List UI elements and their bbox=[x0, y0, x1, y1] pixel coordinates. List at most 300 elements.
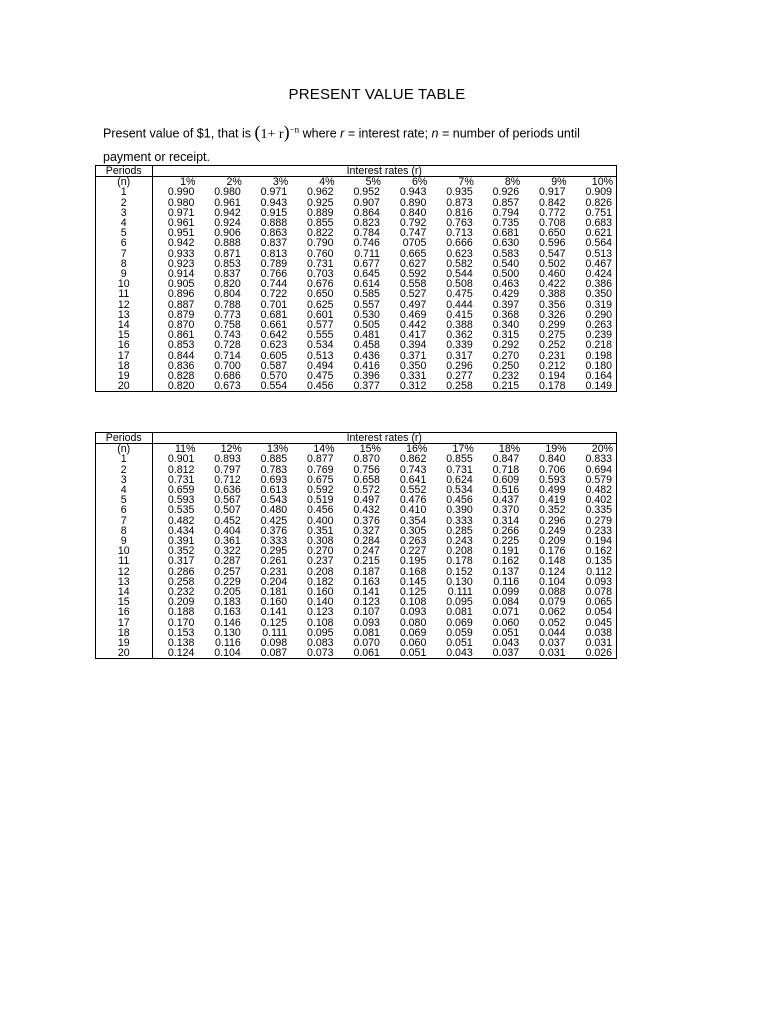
period-cell: 4 bbox=[96, 485, 152, 495]
value-cell: 0.061 bbox=[353, 647, 380, 660]
value-cell: 0.971 bbox=[260, 186, 288, 199]
value-cell: 0.093 bbox=[585, 575, 612, 588]
value-cell: 0.751 bbox=[585, 206, 612, 219]
value-cell: 0.577 bbox=[307, 319, 334, 332]
rate-header: 5% bbox=[365, 176, 381, 189]
value-cell: 0.141 bbox=[260, 606, 288, 619]
value-cell: 0.463 bbox=[492, 278, 520, 291]
value-cell: 0.038 bbox=[585, 626, 612, 639]
value-cell: 0.893 bbox=[214, 453, 241, 466]
value-cell: 0.400 bbox=[307, 514, 334, 527]
value-cell: 0.108 bbox=[307, 616, 334, 629]
value-cell: 0.456 bbox=[446, 494, 473, 507]
value-cell: 0.943 bbox=[260, 196, 288, 209]
value-cell: 0.836 bbox=[167, 359, 195, 372]
value-cell: 0.508 bbox=[446, 278, 473, 291]
value-cell: 0.123 bbox=[353, 596, 380, 609]
value-cell: 0.452 bbox=[214, 514, 241, 527]
value-cell: 0.051 bbox=[492, 626, 520, 639]
value-cell: 0.239 bbox=[585, 329, 612, 342]
value-cell: 0.231 bbox=[260, 565, 288, 578]
value-cell: 0.837 bbox=[214, 268, 241, 281]
value-cell: 0.432 bbox=[353, 504, 380, 517]
value-cell: 0.481 bbox=[353, 329, 380, 342]
value-cell: 0.962 bbox=[307, 186, 334, 199]
value-cell: 0.746 bbox=[353, 237, 380, 250]
value-cell: 0.099 bbox=[492, 586, 520, 599]
value-cell: 0.519 bbox=[307, 494, 334, 507]
period-cell: 14 bbox=[96, 320, 152, 330]
value-cell: 0.205 bbox=[214, 586, 241, 599]
value-cell: 0.163 bbox=[214, 606, 241, 619]
value-cell: 0.209 bbox=[167, 596, 195, 609]
value-cell: 0.659 bbox=[167, 484, 195, 497]
value-cell: 0.812 bbox=[167, 463, 195, 476]
value-cell: 0.212 bbox=[539, 359, 566, 372]
value-cell: 0.804 bbox=[214, 288, 241, 301]
value-cell: 0.116 bbox=[215, 637, 241, 650]
value-cell: 0.693 bbox=[260, 473, 288, 486]
period-cell: 15 bbox=[96, 330, 152, 340]
value-cell: 0.661 bbox=[260, 319, 288, 332]
value-cell: 0.475 bbox=[307, 370, 334, 383]
period-cell: 4 bbox=[96, 218, 152, 228]
value-cell: 0.593 bbox=[539, 473, 566, 486]
period-cell: 20 bbox=[96, 648, 152, 658]
period-cell: 13 bbox=[96, 310, 152, 320]
value-cell: 0.676 bbox=[307, 278, 334, 291]
value-cell: 0.773 bbox=[214, 308, 241, 321]
periods-header: Periods bbox=[96, 433, 152, 444]
value-cell: 0.037 bbox=[492, 647, 520, 660]
value-cell: 0.437 bbox=[492, 494, 520, 507]
interest-rates-header: Interest rates (r) bbox=[152, 433, 616, 444]
value-cell: 0.766 bbox=[260, 268, 288, 281]
value-cell: 0.198 bbox=[585, 349, 612, 362]
rate-header: 17% bbox=[452, 443, 474, 456]
value-cell: 0.582 bbox=[446, 257, 473, 270]
value-cell: 0.743 bbox=[399, 463, 427, 476]
value-cell: 0.296 bbox=[539, 514, 566, 527]
value-cell: 0.386 bbox=[585, 278, 612, 291]
value-cell: 0.923 bbox=[167, 257, 195, 270]
period-cell: 15 bbox=[96, 597, 152, 607]
value-cell: 0.352 bbox=[167, 545, 195, 558]
value-cell: 0.605 bbox=[260, 349, 288, 362]
value-cell: 0.558 bbox=[399, 278, 427, 291]
value-cell: 0.942 bbox=[214, 206, 241, 219]
value-cell: 0.480 bbox=[260, 504, 288, 517]
page-title: PRESENT VALUE TABLE bbox=[288, 86, 466, 103]
value-cell: 0.951 bbox=[167, 227, 195, 240]
value-cell: 0.308 bbox=[307, 535, 334, 548]
value-cell: 0.596 bbox=[539, 237, 566, 250]
value-cell: 0.368 bbox=[492, 308, 520, 321]
value-cell: 0.840 bbox=[539, 453, 566, 466]
intro-n-definition: = number of periods until payment or receipt. bbox=[103, 126, 580, 164]
value-cell: 0.209 bbox=[539, 535, 566, 548]
value-cell: 0.516 bbox=[492, 484, 520, 497]
value-cell: 0.333 bbox=[446, 514, 473, 527]
value-cell: 0.828 bbox=[167, 370, 195, 383]
value-cell: 0.279 bbox=[585, 514, 612, 527]
rate-header: 18% bbox=[498, 443, 521, 456]
period-cell: 2 bbox=[96, 198, 152, 208]
value-cell: 0.054 bbox=[585, 606, 612, 619]
value-cell: 0.666 bbox=[446, 237, 473, 250]
value-cell: 0.376 bbox=[353, 514, 380, 527]
value-cell: 0.482 bbox=[167, 514, 195, 527]
intro-r-definition: = interest rate; bbox=[347, 126, 429, 141]
value-cell: 0.062 bbox=[539, 606, 566, 619]
value-cell: 0.756 bbox=[353, 463, 380, 476]
rate-header: 10% bbox=[591, 176, 613, 189]
value-cell: 0.460 bbox=[539, 268, 566, 281]
value-cell: 0.286 bbox=[167, 565, 195, 578]
value-cell: 0.377 bbox=[353, 380, 380, 393]
value-cell: 0.980 bbox=[214, 186, 241, 199]
value-cell: 0.153 bbox=[167, 626, 195, 639]
value-cell: 0.194 bbox=[539, 370, 566, 383]
value-cell: 0.182 bbox=[307, 575, 334, 588]
value-cell: 0.505 bbox=[353, 319, 380, 332]
value-cell: 0.270 bbox=[492, 349, 520, 362]
value-cell: 0.864 bbox=[353, 206, 380, 219]
value-cell: 0.215 bbox=[492, 380, 520, 393]
value-cell: 0.087 bbox=[260, 647, 288, 660]
value-cell: 0.747 bbox=[399, 227, 427, 240]
value-cell: 0.071 bbox=[492, 606, 520, 619]
value-cell: 0.333 bbox=[260, 535, 288, 548]
value-cell: 0.915 bbox=[260, 206, 288, 219]
rate-header: 7% bbox=[458, 176, 474, 189]
value-cell: 0.444 bbox=[446, 298, 473, 311]
value-cell: 0.906 bbox=[214, 227, 241, 240]
value-cell: 0.540 bbox=[492, 257, 520, 270]
value-cell: 0.141 bbox=[353, 586, 380, 599]
value-cell: 0.769 bbox=[307, 463, 334, 476]
value-cell: 0.284 bbox=[353, 535, 380, 548]
value-cell: 0.326 bbox=[539, 308, 566, 321]
value-cell: 0.557 bbox=[353, 298, 380, 311]
value-cell: 0.065 bbox=[585, 596, 612, 609]
value-cell: 0.456 bbox=[307, 380, 334, 393]
value-cell: 0.587 bbox=[260, 359, 288, 372]
value-cell: 0.160 bbox=[307, 586, 334, 599]
value-cell: 0.863 bbox=[260, 227, 288, 240]
value-cell: 0.093 bbox=[353, 616, 380, 629]
value-cell: 0.135 bbox=[585, 555, 612, 568]
value-cell: 0.555 bbox=[307, 329, 334, 342]
value-cell: 0.317 bbox=[446, 349, 473, 362]
value-cell: 0.658 bbox=[353, 473, 380, 486]
value-cell: 0.792 bbox=[399, 217, 427, 230]
value-cell: 0.837 bbox=[260, 237, 288, 250]
value-cell: 0.204 bbox=[260, 575, 288, 588]
value-cell: 0.396 bbox=[353, 370, 380, 383]
value-cell: 0.149 bbox=[585, 380, 612, 393]
value-cell: 0.494 bbox=[307, 359, 334, 372]
present-value-formula: $(1+ r)^{-n}$ bbox=[254, 121, 300, 142]
period-cell: 18 bbox=[96, 628, 152, 638]
value-cell: 0.231 bbox=[539, 349, 566, 362]
rate-header: 2% bbox=[226, 176, 242, 189]
value-cell: 0.583 bbox=[492, 247, 520, 260]
value-cell: 0.327 bbox=[353, 524, 380, 537]
value-cell: 0.971 bbox=[167, 206, 195, 219]
rate-header: 4% bbox=[319, 176, 335, 189]
value-cell: 0.402 bbox=[585, 494, 612, 507]
value-cell: 0.627 bbox=[399, 257, 427, 270]
period-cell: 7 bbox=[96, 249, 152, 259]
period-cell: 6 bbox=[96, 505, 152, 515]
value-cell: 0.116 bbox=[493, 575, 520, 588]
value-cell: 0.870 bbox=[353, 453, 380, 466]
value-cell: 0.436 bbox=[353, 349, 380, 362]
intro-paragraph bbox=[103, 118, 623, 168]
value-cell: 0.728 bbox=[214, 339, 241, 352]
value-cell: 0.031 bbox=[585, 637, 612, 650]
value-cell: 0.215 bbox=[353, 555, 380, 568]
period-cell: 16 bbox=[96, 607, 152, 617]
period-cell: 20 bbox=[96, 381, 152, 391]
value-cell: 0.924 bbox=[214, 217, 241, 230]
value-cell: 0.564 bbox=[585, 237, 612, 250]
table-row bbox=[96, 648, 616, 658]
value-cell: 0.232 bbox=[492, 370, 520, 383]
value-cell: 0.111 bbox=[447, 586, 473, 599]
value-cell: 0.593 bbox=[167, 494, 195, 507]
value-cell: 0.681 bbox=[492, 227, 520, 240]
value-cell: 0.026 bbox=[585, 647, 612, 660]
value-cell: 0.351 bbox=[307, 524, 334, 537]
value-cell: 0.567 bbox=[214, 494, 241, 507]
value-cell: 0.350 bbox=[399, 359, 427, 372]
period-cell: 7 bbox=[96, 516, 152, 526]
value-cell: 0.059 bbox=[446, 626, 473, 639]
value-cell: 0.229 bbox=[214, 575, 241, 588]
value-cell: 0.513 bbox=[307, 349, 334, 362]
value-cell: 0.683 bbox=[585, 217, 612, 230]
period-cell: 19 bbox=[96, 638, 152, 648]
value-cell: 0.820 bbox=[214, 278, 241, 291]
value-cell: 0.250 bbox=[492, 359, 520, 372]
value-cell: 0.790 bbox=[307, 237, 334, 250]
value-cell: 0.935 bbox=[446, 186, 473, 199]
value-cell: 0.422 bbox=[539, 278, 566, 291]
value-cell: 0.861 bbox=[167, 329, 195, 342]
value-cell: 0.208 bbox=[307, 565, 334, 578]
value-cell: 0.258 bbox=[167, 575, 195, 588]
value-cell: 0.871 bbox=[214, 247, 241, 260]
value-cell: 0.826 bbox=[585, 196, 612, 209]
value-cell: 0.914 bbox=[167, 268, 195, 281]
value-cell: 0.813 bbox=[260, 247, 288, 260]
value-cell: 0.572 bbox=[353, 484, 380, 497]
value-cell: 0.397 bbox=[492, 298, 520, 311]
period-cell: 17 bbox=[96, 618, 152, 628]
value-cell: 0.178 bbox=[446, 555, 473, 568]
value-cell: 0.636 bbox=[214, 484, 241, 497]
period-cell: 11 bbox=[96, 289, 152, 299]
value-cell: 0.855 bbox=[307, 217, 334, 230]
rate-header: 3% bbox=[272, 176, 289, 189]
value-cell: 0.943 bbox=[399, 186, 427, 199]
value-cell: 0.419 bbox=[539, 494, 566, 507]
value-cell: 0.257 bbox=[214, 565, 241, 578]
value-cell: 0.840 bbox=[399, 206, 427, 219]
value-cell: 0.601 bbox=[307, 308, 334, 321]
value-cell: 0.925 bbox=[307, 196, 334, 209]
value-cell: 0.554 bbox=[260, 380, 288, 393]
value-cell: 0.650 bbox=[307, 288, 334, 301]
value-cell: 0.500 bbox=[492, 268, 520, 281]
value-cell: 0.060 bbox=[492, 616, 520, 629]
value-cell: 0.287 bbox=[214, 555, 241, 568]
value-cell: 0.623 bbox=[446, 247, 473, 260]
period-cell: 14 bbox=[96, 587, 152, 597]
period-cell: 9 bbox=[96, 536, 152, 546]
value-cell: 0.178 bbox=[539, 380, 566, 393]
value-cell: 0.425 bbox=[260, 514, 288, 527]
value-cell: 0.424 bbox=[585, 268, 612, 281]
value-cell: 0.534 bbox=[446, 484, 473, 497]
value-cell: 0.534 bbox=[307, 339, 334, 352]
value-cell: 0.350 bbox=[585, 288, 612, 301]
value-cell: 0.081 bbox=[353, 626, 380, 639]
value-cell: 0.502 bbox=[539, 257, 566, 270]
value-cell: 0.885 bbox=[260, 453, 288, 466]
value-cell: 0.148 bbox=[539, 555, 566, 568]
value-cell: 0.181 bbox=[260, 586, 288, 599]
rate-header: 6% bbox=[412, 176, 428, 189]
value-cell: 0.543 bbox=[260, 494, 288, 507]
value-cell: 0.208 bbox=[446, 545, 473, 558]
period-cell: 16 bbox=[96, 340, 152, 350]
value-cell: 0.031 bbox=[539, 647, 566, 660]
rate-header: 13% bbox=[266, 443, 289, 456]
value-cell: 0.388 bbox=[446, 319, 473, 332]
period-cell: 8 bbox=[96, 259, 152, 269]
periods-header: Periods bbox=[96, 166, 152, 177]
value-cell: 0.331 bbox=[399, 370, 427, 383]
value-cell: 0.713 bbox=[446, 227, 473, 240]
value-cell: 0.107 bbox=[353, 606, 380, 619]
value-cell: 0.233 bbox=[585, 524, 612, 537]
value-cell: 0.187 bbox=[353, 565, 380, 578]
value-cell: 0.112 bbox=[586, 565, 612, 578]
value-cell: 0.145 bbox=[399, 575, 427, 588]
rate-header: 8% bbox=[504, 176, 521, 189]
value-cell: 0.847 bbox=[492, 453, 520, 466]
value-cell: 0.714 bbox=[214, 349, 241, 362]
var-r: r bbox=[340, 126, 345, 141]
value-cell: 0.225 bbox=[492, 535, 520, 548]
value-cell: 0.415 bbox=[446, 308, 473, 321]
value-cell: 0.362 bbox=[446, 329, 473, 342]
value-cell: 0.410 bbox=[399, 504, 427, 517]
period-cell: 18 bbox=[96, 361, 152, 371]
value-cell: 0.314 bbox=[492, 514, 520, 527]
value-cell: 0.822 bbox=[307, 227, 334, 240]
rate-header: 11% bbox=[174, 443, 196, 456]
period-cell: 6 bbox=[96, 238, 152, 248]
value-cell: 0.322 bbox=[214, 545, 241, 558]
value-cell: 0.371 bbox=[399, 349, 427, 362]
period-cell: 9 bbox=[96, 269, 152, 279]
value-cell: 0.870 bbox=[167, 319, 195, 332]
value-cell: 0.718 bbox=[492, 463, 520, 476]
value-cell: 0.317 bbox=[167, 555, 195, 568]
value-cell: 0.275 bbox=[539, 329, 566, 342]
value-cell: 0.138 bbox=[167, 637, 195, 650]
value-cell: 0.130 bbox=[446, 575, 473, 588]
value-cell: 0.458 bbox=[353, 339, 380, 352]
value-cell: 0.708 bbox=[539, 217, 566, 230]
value-cell: 0.889 bbox=[307, 206, 334, 219]
value-cell: 0.763 bbox=[446, 217, 473, 230]
value-cell: 0.650 bbox=[539, 227, 566, 240]
value-cell: 0.124 bbox=[539, 565, 566, 578]
period-cell: 11 bbox=[96, 556, 152, 566]
period-cell: 17 bbox=[96, 351, 152, 361]
value-cell: 0.146 bbox=[214, 616, 241, 629]
table-row bbox=[96, 381, 616, 391]
value-cell: 0.623 bbox=[260, 339, 288, 352]
value-cell: 0.073 bbox=[307, 647, 334, 660]
value-cell: 0.585 bbox=[353, 288, 380, 301]
value-cell: 0.711 bbox=[354, 247, 380, 260]
value-cell: 0.888 bbox=[260, 217, 288, 230]
value-cell: 0.416 bbox=[353, 359, 380, 372]
period-cell: 1 bbox=[96, 187, 152, 197]
value-cell: 0.163 bbox=[353, 575, 380, 588]
value-cell: 0.266 bbox=[492, 524, 520, 537]
value-cell: 0.917 bbox=[539, 186, 566, 199]
value-cell: 0.088 bbox=[539, 586, 566, 599]
value-cell: 0.613 bbox=[260, 484, 288, 497]
value-cell: 0.862 bbox=[399, 453, 427, 466]
value-cell: 0.295 bbox=[260, 545, 288, 558]
value-cell: 0.045 bbox=[585, 616, 612, 629]
value-cell: 0.570 bbox=[260, 370, 288, 383]
value-cell: 0.614 bbox=[353, 278, 380, 291]
value-cell: 0.905 bbox=[167, 278, 195, 291]
value-cell: 0.292 bbox=[492, 339, 520, 352]
value-cell: 0.434 bbox=[167, 524, 195, 537]
value-cell: 0.370 bbox=[492, 504, 520, 517]
period-cell: 10 bbox=[96, 546, 152, 556]
value-cell: 0.108 bbox=[399, 596, 427, 609]
value-cell: 0.083 bbox=[307, 637, 334, 650]
value-cell: 0.168 bbox=[399, 565, 427, 578]
value-cell: 0.552 bbox=[399, 484, 427, 497]
present-value-table-1 bbox=[96, 166, 616, 391]
value-cell: 0.467 bbox=[585, 257, 612, 270]
value-cell: 0.743 bbox=[214, 329, 241, 342]
value-cell: 0.111 bbox=[262, 626, 288, 639]
value-cell: 0.700 bbox=[214, 359, 241, 372]
value-cell: 0.624 bbox=[446, 473, 473, 486]
value-cell: 0.270 bbox=[307, 545, 334, 558]
value-cell: 0.980 bbox=[167, 196, 195, 209]
value-cell: 0.095 bbox=[307, 626, 334, 639]
value-cell: 0.844 bbox=[167, 349, 195, 362]
value-cell: 0.731 bbox=[167, 473, 195, 486]
value-cell: 0.855 bbox=[446, 453, 473, 466]
value-cell: 0.160 bbox=[260, 596, 288, 609]
value-cell: 0.907 bbox=[353, 196, 380, 209]
